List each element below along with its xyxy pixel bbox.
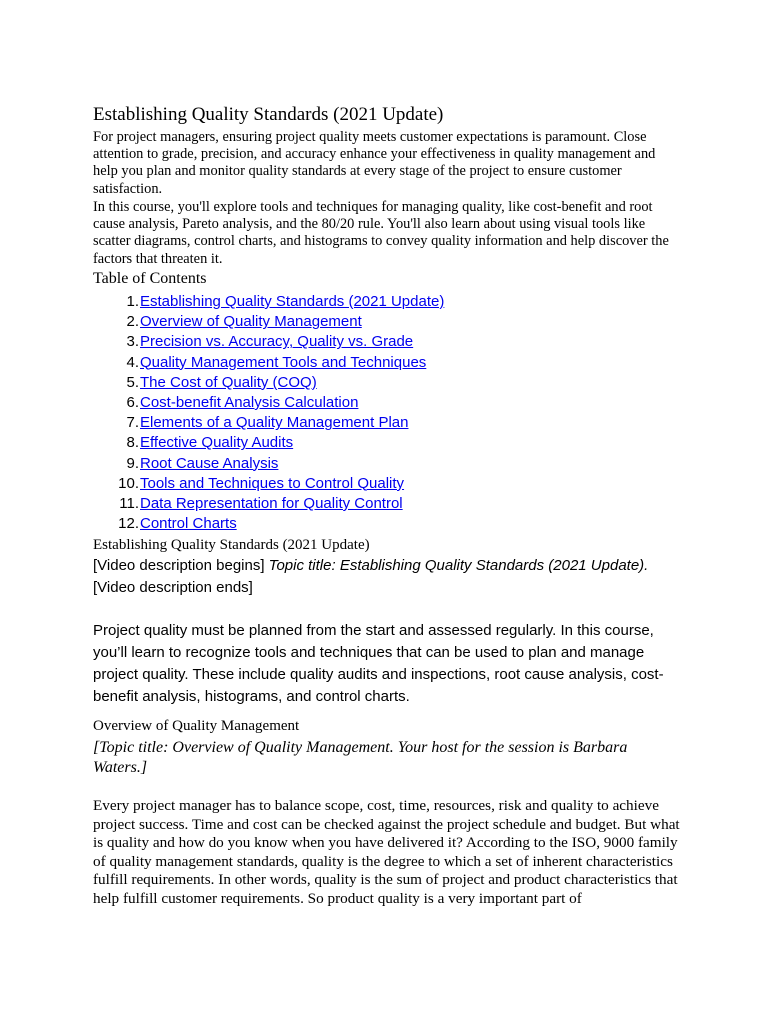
toc-item-number: 8. (126, 434, 139, 452)
toc-heading: Table of Contents (93, 270, 207, 287)
toc-item (93, 454, 444, 474)
toc-link[interactable]: Data Representation for Quality Control (140, 494, 403, 512)
section-heading-overview: Overview of Quality Management (93, 718, 300, 734)
toc-item-number: 9. (126, 454, 139, 472)
intro-paragraph-2: In this course, you'll explore tools and techniques for managing quality, like cost-benefit and root cause analysis, Pareto analysis, and the 80/20 rule. You'll also learn about using visual tools like scatter diagrams, control charts, and histograms to convey quality information and help discover the factors that threaten it. (93, 199, 669, 267)
toc-item (93, 353, 444, 373)
section-2-body: Every project manager has to balance scope, cost, time, resources, risk and quality to achieve project success. Time and cost can be checked against the project schedule and budget. But what is quality and how do you know when you have delivered it? According to the ISO, 9000 family of quality management standards, quality is the degree to which a set of inherent characteristics fulfill requirements. In other words, quality is the sum of project and product characteristics that help fulfill customer requirements. So product quality is a very important part of (93, 797, 680, 907)
toc-item (93, 393, 444, 413)
video-description-end: [Video description ends] (93, 579, 253, 596)
toc-item (93, 292, 444, 312)
toc-link[interactable]: The Cost of Quality (COQ) (140, 373, 317, 391)
toc-item (93, 373, 444, 393)
toc-link[interactable]: Precision vs. Accuracy, Quality vs. Grade (140, 333, 414, 351)
toc-item (93, 413, 444, 433)
toc-item-number: 2. (126, 313, 139, 331)
video-description-begin: [Video description begins] (93, 557, 269, 574)
toc-item-number: 7. (126, 414, 139, 432)
toc-item-number: 12. (118, 515, 139, 533)
toc-link[interactable]: Quality Management Tools and Techniques (140, 353, 427, 371)
toc-item (93, 474, 444, 494)
toc-item-number: 6. (126, 393, 139, 411)
toc-link[interactable]: Cost-benefit Analysis Calculation (140, 393, 359, 411)
section-2-topic: [Topic title: Overview of Quality Management. Your host for the session is Barbara Waters.] (93, 739, 628, 776)
toc-item (93, 433, 444, 453)
toc-link[interactable]: Establishing Quality Standards (2021 Update) (140, 293, 445, 310)
toc-item-number: 11. (119, 494, 139, 512)
toc-link[interactable]: Elements of a Quality Management Plan (140, 414, 409, 432)
video-description (93, 555, 683, 599)
toc-link[interactable]: Tools and Techniques to Control Quality (140, 474, 405, 492)
toc-item-number: 10. (118, 474, 139, 492)
toc-link[interactable]: Root Cause Analysis (140, 454, 279, 472)
intro-paragraph-1: For project managers, ensuring project quality meets customer expectations is paramount. Close attention to grade, precision, and accuracy enhance your effectiveness in quality management and help you plan and monitor quality standards at every stage of the project to ensure customer satisfaction. (93, 129, 656, 197)
document-title: Establishing Quality Standards (2021 Update) (93, 104, 444, 125)
toc-item-number: 4. (126, 353, 139, 371)
table-of-contents (93, 292, 444, 534)
toc-link[interactable]: Effective Quality Audits (140, 434, 294, 452)
topic-title: Topic title: Establishing Quality Standards (2021 Update). (268, 557, 649, 574)
section-heading-establishing: Establishing Quality Standards (2021 Update) (93, 537, 370, 553)
toc-link[interactable]: Overview of Quality Management (140, 313, 362, 331)
toc-item (93, 514, 444, 534)
toc-item-number: 3. (126, 333, 139, 351)
section-1-body: Project quality must be planned from the start and assessed regularly. In this course, you’ll learn to recognize tools and techniques that can be used to plan and manage project quality. These include quality audits and inspections, root cause analysis, cost-benefit analysis, histograms, and control charts. (93, 622, 664, 705)
toc-link[interactable]: Control Charts (140, 515, 237, 533)
toc-item (93, 312, 444, 332)
toc-item-number: 5. (126, 373, 139, 391)
toc-item (93, 494, 444, 514)
toc-item (93, 332, 444, 352)
toc-item-number: 1. (126, 293, 139, 310)
